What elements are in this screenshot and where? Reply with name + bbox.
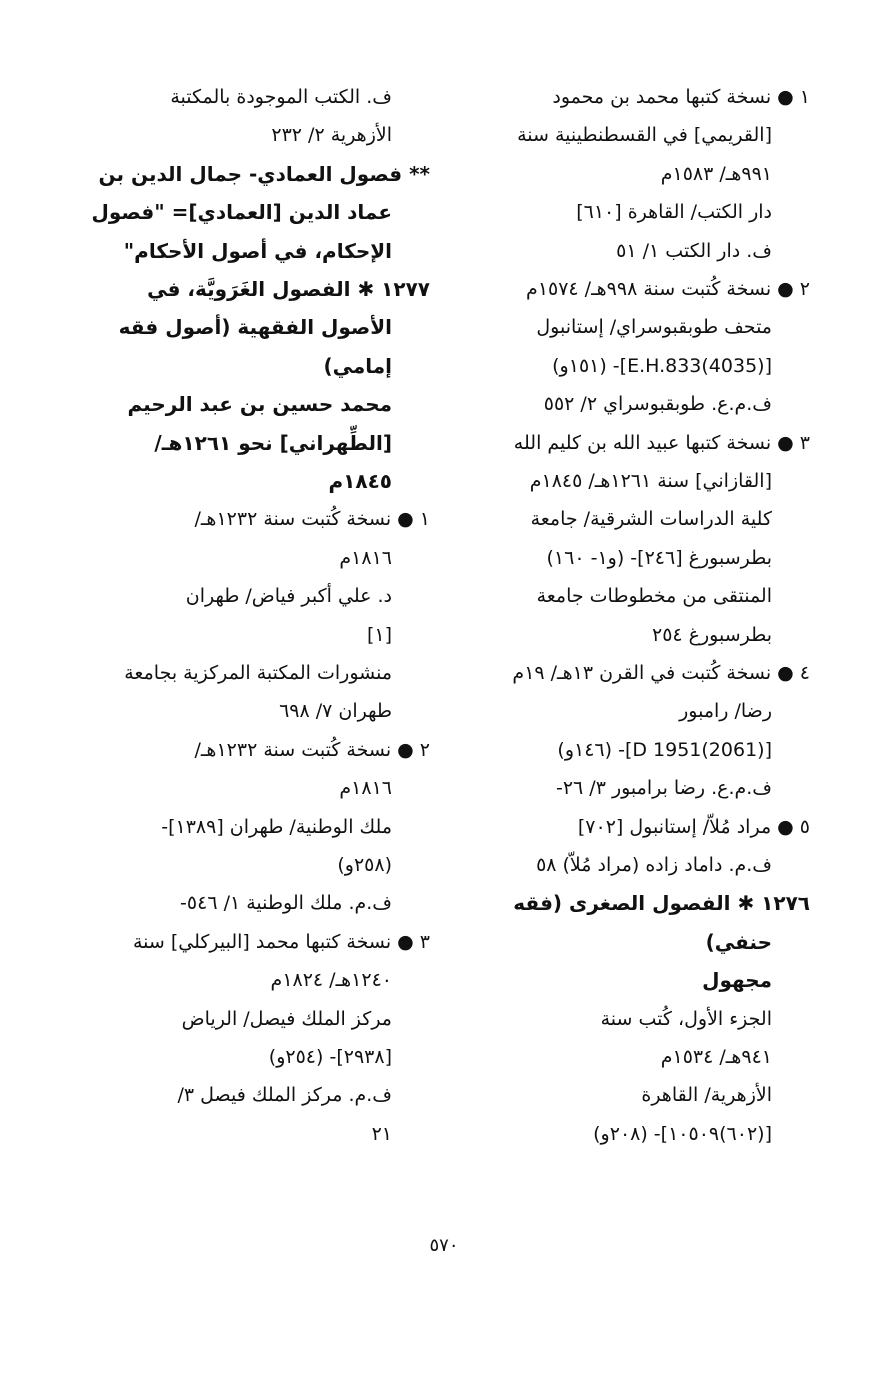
text-line: مركز الملك فيصل/ الرياض bbox=[181, 1007, 392, 1030]
text-line: ف.م. مركز الملك فيصل ٣/ bbox=[177, 1084, 392, 1107]
text-line: إمامي) bbox=[323, 353, 392, 378]
text-line: [الطِّهراني] نحو ١٢٦١هـ/ bbox=[154, 430, 392, 455]
text-line: ٩٤١هـ/ ١٥٣٤م bbox=[660, 1046, 772, 1068]
text-line: منشورات المكتبة المركزية بجامعة bbox=[124, 662, 392, 684]
text-line: [D 1951(2061)]- (١٤٦و) bbox=[557, 738, 772, 761]
text-line: ** فصول العمادي- جمال الدين بن bbox=[98, 161, 430, 186]
text-line: د. علي أكبر فياض/ طهران bbox=[185, 585, 392, 608]
text-line: الإحكام، في أصول الأحكام" bbox=[123, 238, 392, 263]
text-line: ٣ ● نسخة كتبها محمد [البيركلي] سنة bbox=[132, 930, 430, 953]
text-line: ف.م.ع. رضا برامبور ٣/ ٢٦- bbox=[555, 777, 772, 800]
text-line: المنتقى من مخطوطات جامعة bbox=[536, 585, 772, 608]
text-line: [القريمي] في القسطنطينية سنة bbox=[517, 124, 772, 147]
text-line: [القازاني] سنة ١٢٦١هـ/ ١٨٤٥م bbox=[529, 470, 772, 492]
text-line: حنفي) bbox=[705, 929, 772, 954]
text-line: كلية الدراسات الشرقية/ جامعة bbox=[530, 508, 772, 531]
text-line: [(٦٠٢)١٠٥٠٩]- (٢٠٨و) bbox=[593, 1122, 772, 1145]
text-line: الأصول الفقهية (أصول فقه bbox=[118, 315, 392, 340]
text-line: ١٢٤٠هـ/ ١٨٢٤م bbox=[270, 969, 392, 992]
text-line: ٥ ● مراد مُلاّ/ إستانبول [٧٠٢] bbox=[577, 815, 810, 838]
text-line: ٢ ● نسخة كُتبت سنة ١٢٣٢هـ/ bbox=[194, 738, 430, 761]
text-line: ٢١ bbox=[371, 1122, 392, 1145]
text-line: ١٨١٦م bbox=[339, 546, 392, 569]
text-line: ١ ● نسخة كتبها محمد بن محمود bbox=[552, 86, 810, 108]
text-line: طهران ٧/ ٦٩٨ bbox=[279, 700, 392, 723]
text-line: عماد الدين [العمادي]= "فصول bbox=[91, 200, 392, 225]
text-line: محمد حسين بن عبد الرحيم bbox=[127, 392, 392, 417]
text-line: (٢٥٨و) bbox=[337, 854, 392, 876]
text-line: متحف طوبقبوسراي/ إستانبول bbox=[536, 316, 772, 339]
text-line: ملك الوطنية/ طهران [١٣٨٩]- bbox=[161, 815, 392, 838]
text-line: الأزهرية/ القاهرة bbox=[641, 1084, 772, 1107]
text-line: ١ ● نسخة كُتبت سنة ١٢٣٢هـ/ bbox=[194, 508, 430, 531]
text-line: ف.م.ع. طوبقبوسراي ٢/ ٥٥٢ bbox=[543, 393, 772, 416]
text-line: [E.H.833(4035)]- (١٥١و) bbox=[552, 354, 772, 377]
text-line: ف.م. ملك الوطنية ١/ ٥٤٦- bbox=[180, 892, 392, 915]
text-line: رضا/ رامبور bbox=[679, 700, 772, 723]
text-line: ف. الكتب الموجودة بالمكتبة bbox=[170, 86, 392, 108]
text-line: ٩٩١هـ/ ١٥٨٣م bbox=[660, 162, 772, 185]
text-line: ١٢٧٦ ✱ الفصول الصغرى (فقه bbox=[513, 891, 810, 916]
text-line: [٢٩٣٨]- (٢٥٤و) bbox=[268, 1046, 392, 1068]
text-line: دار الكتب/ القاهرة [٦١٠] bbox=[576, 201, 772, 224]
text-line: [١] bbox=[366, 623, 392, 646]
text-line: الجزء الأول، كُتب سنة bbox=[600, 1007, 772, 1030]
text-line: بطرسبورغ ٢٥٤ bbox=[651, 623, 772, 646]
text-line: ١٨٤٥م bbox=[328, 469, 392, 493]
text-line: ٣ ● نسخة كتبها عبيد الله بن كليم الله bbox=[513, 431, 810, 454]
page-number: ٥٧٠ bbox=[429, 1235, 459, 1256]
text-line: ف. دار الكتب ١/ ٥١ bbox=[616, 239, 772, 262]
text-line: الأزهرية ٢/ ٢٣٢ bbox=[271, 124, 392, 147]
text-line: بطرسبورغ [٢٤٦]- (و١- ١٦٠) bbox=[546, 546, 772, 569]
text-line: مجهول bbox=[702, 968, 772, 993]
text-line: ف.م. داماد زاده (مراد مُلاّ) ٥٨ bbox=[536, 854, 772, 876]
text-line: ٢ ● نسخة كُتبت سنة ٩٩٨هـ/ ١٥٧٤م bbox=[526, 278, 810, 300]
text-line: ١٨١٦م bbox=[339, 777, 392, 800]
text-line: ٤ ● نسخة كُتبت في القرن ١٣هـ/ ١٩م bbox=[512, 662, 810, 684]
text-line: ١٢٧٧ ✱ الفصول الغَرَويَّة، في bbox=[147, 277, 430, 301]
